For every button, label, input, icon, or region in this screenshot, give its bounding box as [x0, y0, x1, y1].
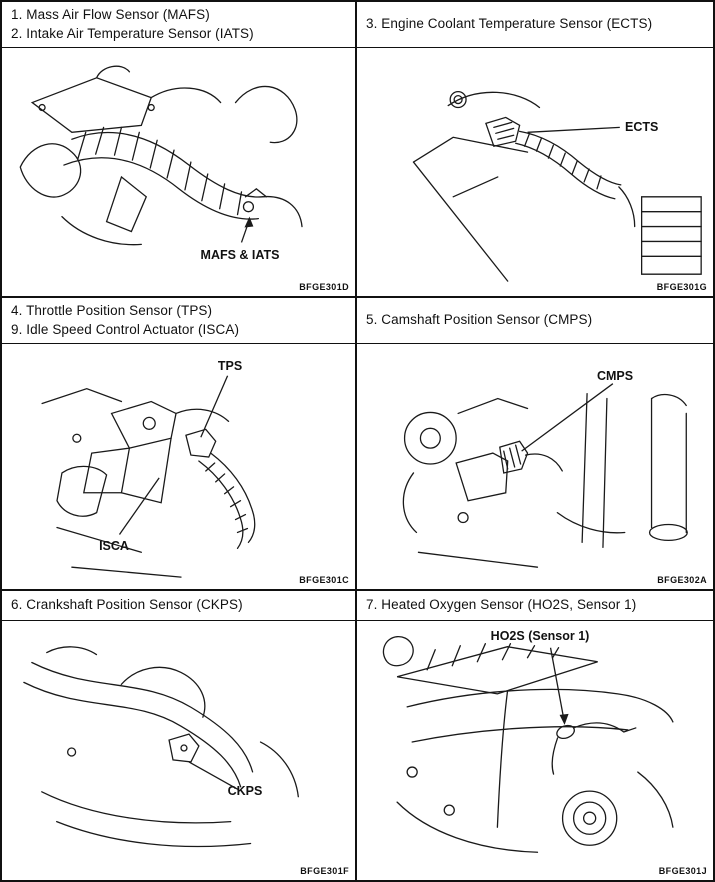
panel-header: [357, 298, 713, 344]
panel-ho2s: [357, 591, 713, 880]
callout-ho2s: HO2S (Sensor 1): [490, 629, 590, 643]
engine-illustration-ects: [357, 48, 713, 296]
header-line: 6. Crankshaft Position Sensor (CKPS): [11, 597, 243, 613]
figure-code: BFGE302A: [657, 575, 707, 585]
line-art: [20, 66, 302, 244]
panel-tps-isca: [2, 298, 357, 591]
header-line: 4. Throttle Position Sensor (TPS): [11, 302, 213, 318]
panel-ckps: [2, 591, 357, 880]
engine-illustration-mafs: [2, 48, 355, 296]
header-line: 3. Engine Coolant Temperature Sensor (ECTS): [366, 16, 653, 32]
callout-cmps: CMPS: [596, 369, 634, 383]
panel-body: [357, 621, 713, 880]
callout-ects: ECTS: [625, 120, 659, 134]
panel-body: [357, 344, 713, 589]
figure-code: BFGE301F: [300, 866, 349, 876]
leader-line: [522, 384, 613, 451]
header-line: 9. Idle Speed Control Actuator (ISCA): [11, 321, 240, 337]
engine-illustration-tps-isca: [2, 344, 355, 589]
figure-code: BFGE301C: [299, 575, 349, 585]
panel-cmps: [357, 298, 713, 591]
figure-code: BFGE301D: [299, 282, 349, 292]
engine-illustration-cmps: [357, 344, 713, 589]
panel-ects: [357, 2, 713, 298]
leader-arrowhead: [560, 714, 569, 725]
callout-tps: TPS: [217, 359, 243, 373]
header-line: 2. Intake Air Temperature Sensor (IATS): [11, 25, 254, 41]
leader-line: [201, 376, 228, 437]
header-line: 7. Heated Oxygen Sensor (HO2S, Sensor 1): [366, 597, 637, 613]
callout-isca: ISCA: [99, 539, 129, 553]
leader-line: [119, 478, 159, 535]
panel-body: [2, 621, 355, 880]
panel-body: [357, 48, 713, 296]
panel-header: [357, 591, 713, 621]
engine-illustration-ho2s: [357, 621, 713, 880]
line-art: [42, 389, 255, 577]
panel-header: [2, 298, 355, 344]
engine-illustration-ckps: [2, 621, 355, 880]
figure-code: BFGE301G: [656, 282, 707, 292]
header-line: 5. Camshaft Position Sensor (CMPS): [366, 312, 593, 328]
line-art: [403, 394, 687, 568]
leader-line: [528, 127, 620, 132]
panel-header: [2, 2, 355, 48]
panel-body: [2, 344, 355, 589]
line-art: [24, 647, 298, 847]
callout-ckps: CKPS: [227, 784, 263, 798]
panel-header: [357, 2, 713, 48]
panel-mafs-iats: [2, 2, 357, 298]
leader-line: [551, 648, 564, 718]
panel-body: [2, 48, 355, 296]
figure-code: BFGE301J: [658, 866, 707, 876]
header-line: 1. Mass Air Flow Sensor (MAFS): [11, 6, 210, 22]
line-art: [383, 637, 672, 853]
panel-header: [2, 591, 355, 621]
callout-mafs-iats: MAFS & IATS: [200, 248, 280, 262]
